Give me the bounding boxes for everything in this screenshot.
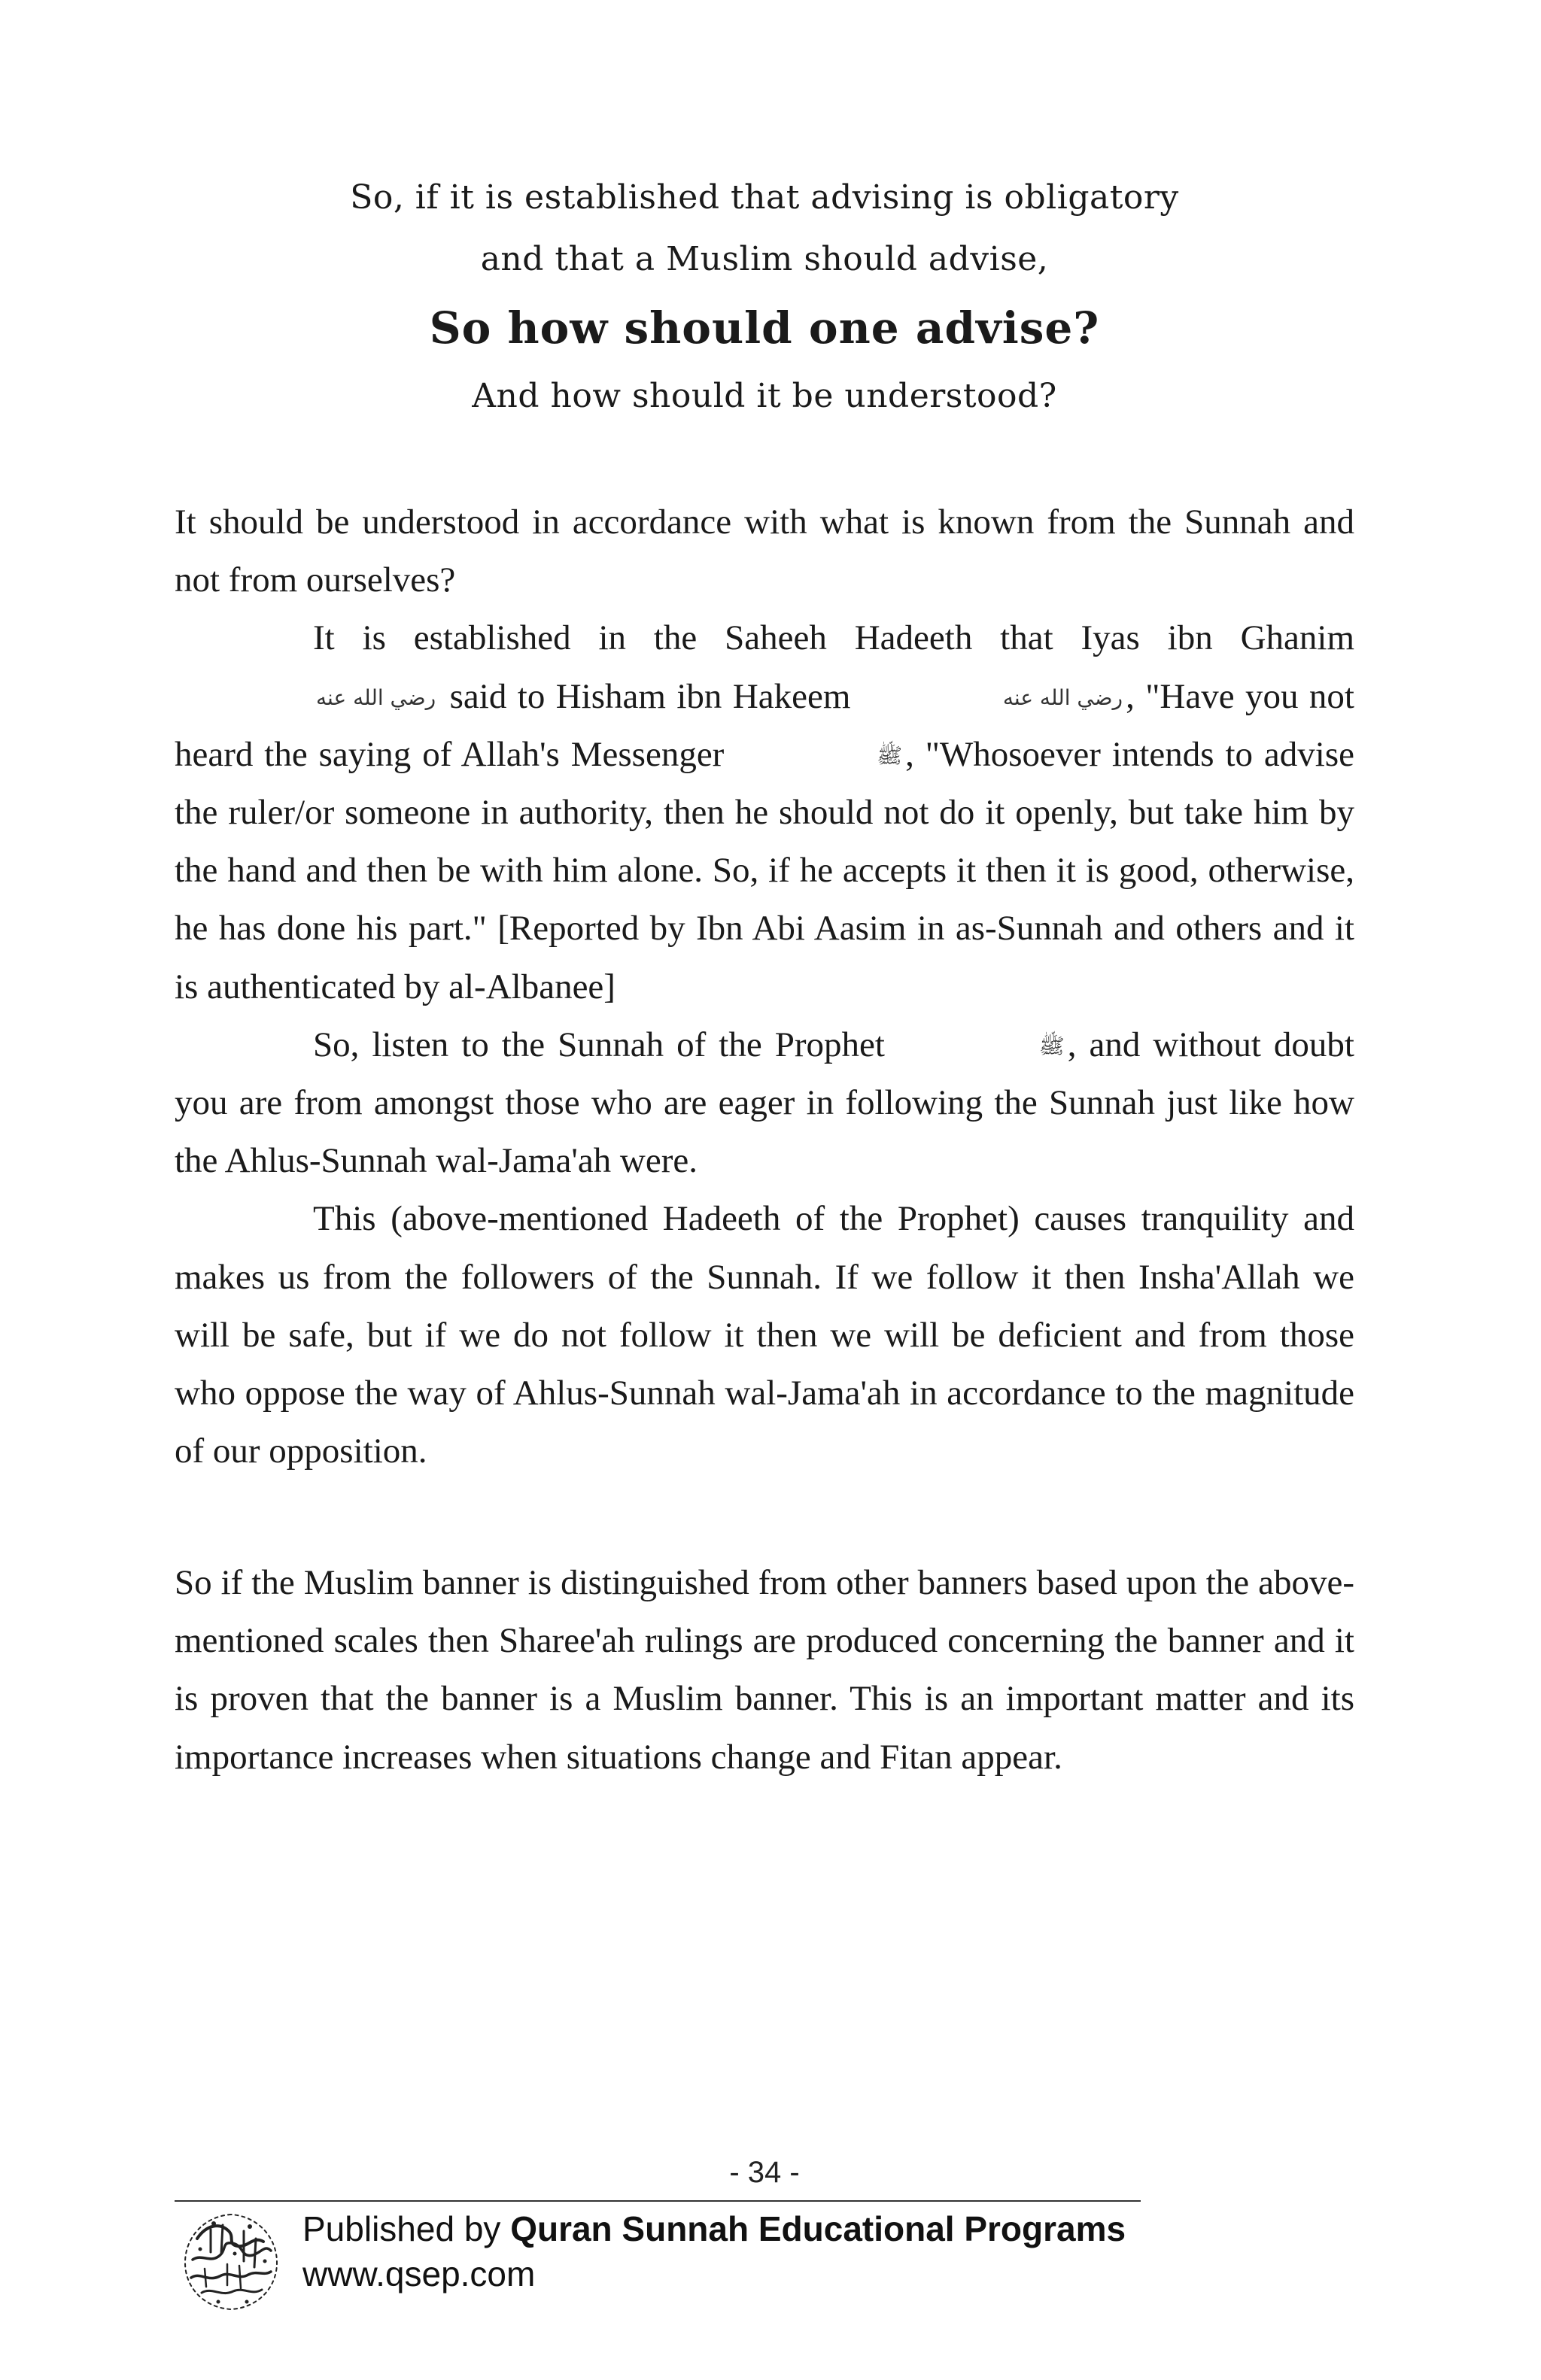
intro-line: So, if it is established that advising is obligatory — [350, 178, 1179, 217]
document-page — [175, 0, 1354, 2380]
radiallahu-anhu-glyph-icon: رضي الله عنه — [316, 685, 436, 710]
website-link[interactable]: www.qsep.com — [302, 2254, 536, 2293]
published-by-label: Published by — [302, 2209, 501, 2248]
paragraph: It should be understood in accordance with what is known from the Sunnah and not from ourselves? — [175, 502, 1354, 600]
paragraph: So, listen to the Sunnah of the Prophet ﷺ, and without doubt you are from amongst those who are eager in following the Sunnah just like how the Ahlus-Sunnah wal-Jama'ah were. — [175, 1025, 1354, 1181]
intro-line: And how should it be understood? — [472, 377, 1057, 415]
salallahu-alayhi-wasallam-glyph-icon: ﷺ — [1038, 1033, 1065, 1058]
intro-section — [175, 167, 1354, 427]
intro-line: and that a Muslim should advise, — [480, 240, 1049, 278]
publisher-name: Quran Sunnah Educational Programs — [510, 2209, 1126, 2248]
body-text-block — [175, 493, 1354, 1480]
section-heading: So how should one advise? — [429, 302, 1100, 354]
arabic-calligraphy-seal-icon — [175, 2208, 287, 2315]
footer-divider — [175, 2200, 1141, 2202]
paragraph: It is established in the Saheeh Hadeeth that Iyas ibn Ghanim رضي الله عنه said to Hisham ibn Hakeem رضي الله عنه, "Have you not heard the saying of Allah's Messenger ﷺ, "Whosoever intends to advise the ruler/or someone in authority, then he should not do it openly, but take him by the hand and then be with him alone. So, if he accepts it then it is good, otherwise, he has done his part." [Reported by Ibn Abi Aasim in as-Sunnah and others and it is authenticated by al-Albanee] — [175, 618, 1355, 1006]
page-number: - 34 - — [729, 2156, 800, 2189]
radiallahu-anhu-glyph-icon: رضي الله عنه — [1002, 685, 1123, 710]
footer-publisher-info — [302, 2205, 1126, 2296]
paragraph: So if the Muslim banner is distinguished from other banners based upon the above-mentioned scales then Sharee'ah rulings are produced concerning the banner and it is proven that the banner is a Muslim banner. This is an important matter and its importance increases when situations change and Fitan appear. — [175, 1563, 1354, 1777]
salallahu-alayhi-wasallam-glyph-icon: ﷺ — [877, 742, 903, 768]
paragraph: This (above-mentioned Hadeeth of the Prophet) causes tranquility and makes us from the followers of the Sunnah. If we follow it then Insha'Allah we will be safe, but if we do not follow it then we will be deficient and from those who oppose the way of Ahlus-Sunnah wal-Jama'ah in accordance to the magnitude of our opposition. — [175, 1199, 1354, 1471]
body-text-block — [175, 1554, 1354, 1787]
